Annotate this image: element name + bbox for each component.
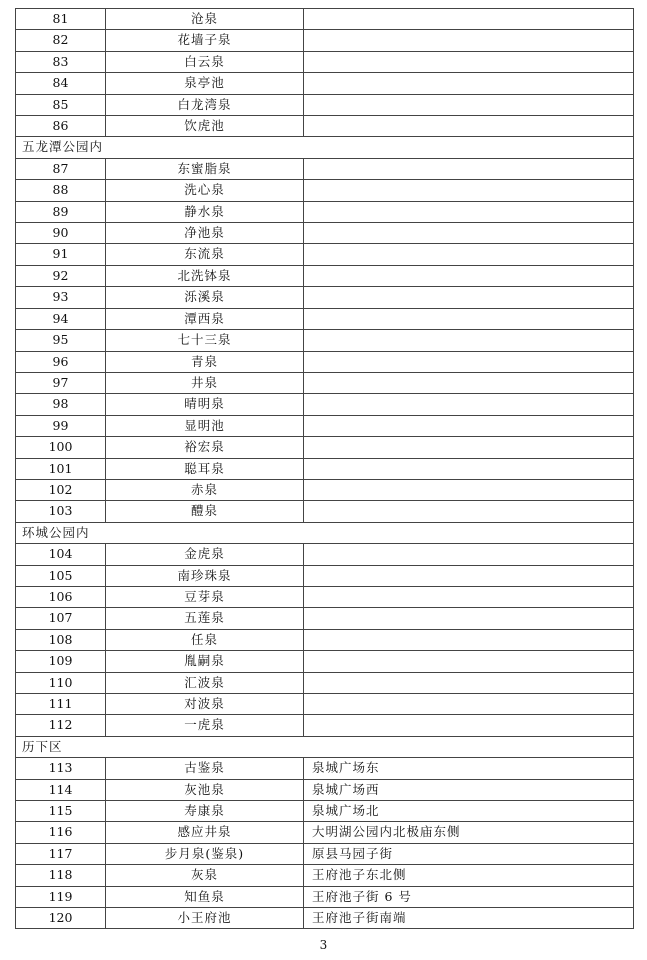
- section-label: 环城公园内: [16, 522, 634, 543]
- spring-location: [304, 565, 634, 586]
- spring-number: 102: [16, 479, 106, 500]
- spring-number: 100: [16, 437, 106, 458]
- spring-location: 原县马园子街: [304, 843, 634, 864]
- spring-row: [16, 565, 634, 586]
- spring-number: 116: [16, 822, 106, 843]
- spring-number: 110: [16, 672, 106, 693]
- spring-row: [16, 501, 634, 522]
- spring-name: 晴明泉: [106, 394, 304, 415]
- spring-location: [304, 9, 634, 30]
- spring-location: [304, 30, 634, 51]
- spring-number: 91: [16, 244, 106, 265]
- spring-number: 83: [16, 51, 106, 72]
- spring-location: [304, 223, 634, 244]
- section-label: 历下区: [16, 736, 634, 757]
- spring-location: [304, 351, 634, 372]
- spring-name: 井泉: [106, 372, 304, 393]
- spring-name: 净池泉: [106, 223, 304, 244]
- spring-number: 115: [16, 801, 106, 822]
- spring-name: 知鱼泉: [106, 886, 304, 907]
- spring-number: 111: [16, 694, 106, 715]
- spring-location: [304, 116, 634, 137]
- spring-row: [16, 586, 634, 607]
- spring-row: [16, 908, 634, 929]
- spring-number: 106: [16, 586, 106, 607]
- spring-location: [304, 672, 634, 693]
- spring-number: 85: [16, 94, 106, 115]
- spring-name: 一虎泉: [106, 715, 304, 736]
- spring-row: [16, 51, 634, 72]
- spring-name: 灰泉: [106, 865, 304, 886]
- spring-name: 沧泉: [106, 9, 304, 30]
- spring-number: 95: [16, 330, 106, 351]
- spring-name: 任泉: [106, 629, 304, 650]
- spring-number: 107: [16, 608, 106, 629]
- spring-number: 97: [16, 372, 106, 393]
- spring-row: [16, 308, 634, 329]
- springs-table-body: [16, 9, 634, 929]
- spring-location: 王府池子东北侧: [304, 865, 634, 886]
- spring-row: [16, 158, 634, 179]
- spring-number: 119: [16, 886, 106, 907]
- spring-number: 105: [16, 565, 106, 586]
- spring-row: [16, 94, 634, 115]
- spring-name: 步月泉(鉴泉): [106, 843, 304, 864]
- spring-row: [16, 822, 634, 843]
- spring-row: [16, 415, 634, 436]
- spring-location: 大明湖公园内北极庙东侧: [304, 822, 634, 843]
- spring-row: [16, 351, 634, 372]
- spring-name: 静水泉: [106, 201, 304, 222]
- spring-number: 104: [16, 544, 106, 565]
- spring-location: [304, 608, 634, 629]
- spring-name: 感应井泉: [106, 822, 304, 843]
- spring-location: 泉城广场西: [304, 779, 634, 800]
- spring-name: 醴泉: [106, 501, 304, 522]
- spring-location: [304, 586, 634, 607]
- spring-location: 王府池子街南端: [304, 908, 634, 929]
- spring-row: [16, 201, 634, 222]
- spring-location: [304, 437, 634, 458]
- spring-row: [16, 223, 634, 244]
- spring-location: [304, 158, 634, 179]
- spring-number: 103: [16, 501, 106, 522]
- spring-number: 88: [16, 180, 106, 201]
- section-row: [16, 522, 634, 543]
- spring-number: 117: [16, 843, 106, 864]
- spring-location: 泉城广场东: [304, 758, 634, 779]
- spring-row: [16, 180, 634, 201]
- spring-name: 赤泉: [106, 479, 304, 500]
- spring-location: 泉城广场北: [304, 801, 634, 822]
- spring-location: [304, 458, 634, 479]
- spring-location: [304, 544, 634, 565]
- spring-name: 花墙子泉: [106, 30, 304, 51]
- spring-location: [304, 415, 634, 436]
- spring-name: 显明池: [106, 415, 304, 436]
- spring-row: [16, 629, 634, 650]
- spring-name: 对波泉: [106, 694, 304, 715]
- spring-number: 92: [16, 265, 106, 286]
- spring-number: 82: [16, 30, 106, 51]
- spring-name: 潭西泉: [106, 308, 304, 329]
- spring-number: 99: [16, 415, 106, 436]
- spring-name: 胤嗣泉: [106, 651, 304, 672]
- spring-number: 94: [16, 308, 106, 329]
- spring-name: 青泉: [106, 351, 304, 372]
- spring-number: 89: [16, 201, 106, 222]
- spring-number: 81: [16, 9, 106, 30]
- spring-name: 寿康泉: [106, 801, 304, 822]
- spring-number: 101: [16, 458, 106, 479]
- spring-number: 114: [16, 779, 106, 800]
- spring-name: 饮虎池: [106, 116, 304, 137]
- spring-name: 汇波泉: [106, 672, 304, 693]
- spring-location: [304, 629, 634, 650]
- spring-row: [16, 694, 634, 715]
- spring-location: [304, 715, 634, 736]
- spring-name: 东流泉: [106, 244, 304, 265]
- section-row: [16, 137, 634, 158]
- spring-name: 灰池泉: [106, 779, 304, 800]
- spring-row: [16, 651, 634, 672]
- spring-location: [304, 694, 634, 715]
- spring-number: 112: [16, 715, 106, 736]
- spring-number: 96: [16, 351, 106, 372]
- page-number: 3: [319, 938, 328, 952]
- spring-row: [16, 886, 634, 907]
- spring-row: [16, 801, 634, 822]
- spring-name: 金虎泉: [106, 544, 304, 565]
- spring-number: 120: [16, 908, 106, 929]
- spring-row: [16, 758, 634, 779]
- spring-name: 白云泉: [106, 51, 304, 72]
- spring-location: [304, 372, 634, 393]
- spring-name: 南珍珠泉: [106, 565, 304, 586]
- spring-name: 古鉴泉: [106, 758, 304, 779]
- spring-location: [304, 501, 634, 522]
- spring-row: [16, 843, 634, 864]
- spring-location: [304, 330, 634, 351]
- spring-row: [16, 265, 634, 286]
- spring-location: [304, 651, 634, 672]
- spring-name: 北洗钵泉: [106, 265, 304, 286]
- spring-number: 108: [16, 629, 106, 650]
- spring-row: [16, 394, 634, 415]
- spring-name: 聪耳泉: [106, 458, 304, 479]
- spring-number: 86: [16, 116, 106, 137]
- spring-name: 豆芽泉: [106, 586, 304, 607]
- spring-location: [304, 201, 634, 222]
- spring-location: 王府池子街 6 号: [304, 886, 634, 907]
- springs-table: [15, 8, 634, 929]
- spring-location: [304, 265, 634, 286]
- spring-row: [16, 715, 634, 736]
- spring-row: [16, 330, 634, 351]
- spring-row: [16, 73, 634, 94]
- spring-location: [304, 394, 634, 415]
- spring-name: 小王府池: [106, 908, 304, 929]
- spring-row: [16, 544, 634, 565]
- spring-name: 白龙湾泉: [106, 94, 304, 115]
- spring-number: 118: [16, 865, 106, 886]
- spring-row: [16, 479, 634, 500]
- spring-row: [16, 372, 634, 393]
- spring-number: 113: [16, 758, 106, 779]
- spring-name: 泺溪泉: [106, 287, 304, 308]
- spring-location: [304, 244, 634, 265]
- spring-row: [16, 116, 634, 137]
- spring-location: [304, 479, 634, 500]
- spring-row: [16, 9, 634, 30]
- spring-location: [304, 180, 634, 201]
- spring-location: [304, 287, 634, 308]
- spring-location: [304, 51, 634, 72]
- spring-name: 洗心泉: [106, 180, 304, 201]
- section-row: [16, 736, 634, 757]
- spring-row: [16, 458, 634, 479]
- spring-row: [16, 672, 634, 693]
- section-label: 五龙潭公园内: [16, 137, 634, 158]
- spring-name: 五莲泉: [106, 608, 304, 629]
- spring-row: [16, 865, 634, 886]
- spring-location: [304, 94, 634, 115]
- spring-location: [304, 73, 634, 94]
- spring-number: 93: [16, 287, 106, 308]
- spring-row: [16, 244, 634, 265]
- spring-name: 七十三泉: [106, 330, 304, 351]
- spring-number: 90: [16, 223, 106, 244]
- spring-row: [16, 437, 634, 458]
- spring-row: [16, 287, 634, 308]
- spring-location: [304, 308, 634, 329]
- spring-row: [16, 608, 634, 629]
- spring-row: [16, 779, 634, 800]
- spring-name: 裕宏泉: [106, 437, 304, 458]
- spring-number: 87: [16, 158, 106, 179]
- spring-number: 98: [16, 394, 106, 415]
- spring-row: [16, 30, 634, 51]
- spring-number: 84: [16, 73, 106, 94]
- spring-name: 东蜜脂泉: [106, 158, 304, 179]
- spring-name: 泉亭池: [106, 73, 304, 94]
- spring-number: 109: [16, 651, 106, 672]
